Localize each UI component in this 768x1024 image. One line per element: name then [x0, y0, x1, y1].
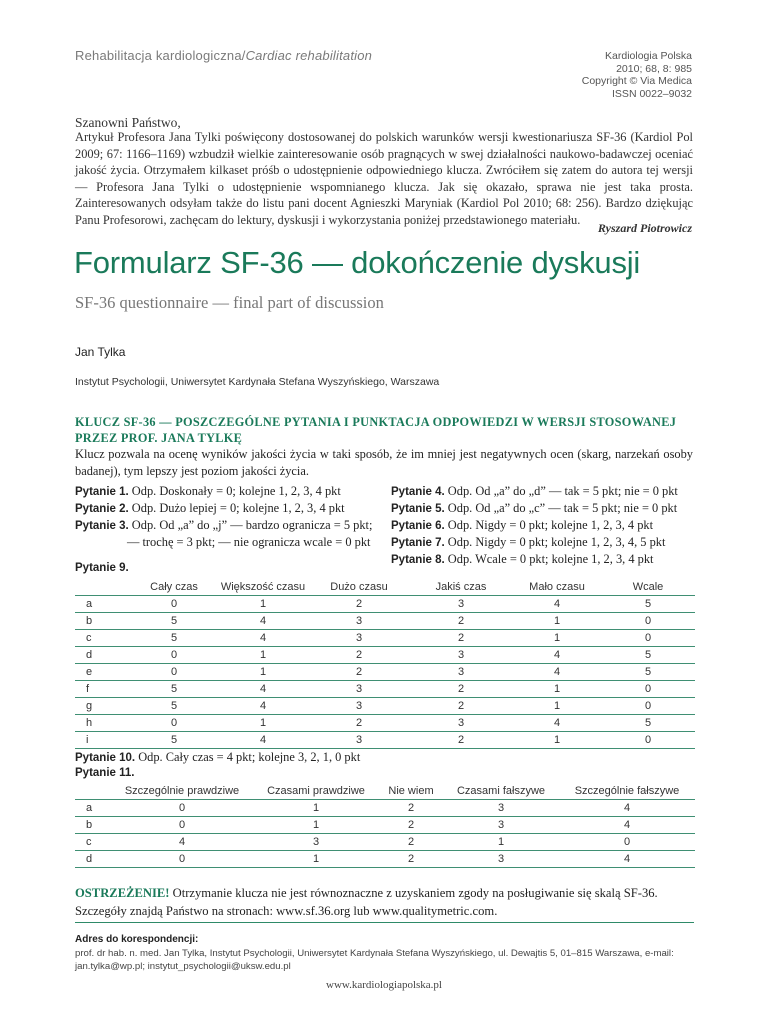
table-cell: 0	[111, 800, 253, 817]
table-cell: 5	[131, 732, 217, 749]
warning-text: Otrzymanie klucza nie jest równoznaczne z uzyskaniem zgody na posługiwanie się skalą SF-36. Szczegóły znajdą Państwo na stronach: www.sf.36.org lub www.qualitymetric.com.	[75, 886, 658, 918]
table-cell: 3	[309, 681, 409, 698]
question-label: Pytanie 4.	[391, 486, 445, 498]
article-title: Formularz SF-36 — dokończenie dyskusji	[74, 245, 641, 280]
table-cell: 5	[601, 715, 695, 732]
table-cell: 3	[409, 596, 513, 613]
warning-note	[75, 884, 695, 920]
table-cell: 0	[131, 664, 217, 681]
question-text: Odp. Nigdy = 0 pkt; kolejne 1, 2, 3, 4 pkt	[444, 518, 654, 532]
table-cell: 3	[309, 630, 409, 647]
question-text: Odp. Doskonały = 0; kolejne 1, 2, 3, 4 pkt	[128, 484, 341, 498]
column-header: Wcale	[601, 578, 695, 596]
correspondence-title: Adres do korespondencji:	[75, 934, 199, 945]
question-line	[75, 483, 372, 500]
table-row	[75, 800, 695, 817]
table-cell: 5	[131, 681, 217, 698]
question-text: Odp. Cały czas = 4 pkt; kolejne 3, 2, 1, 0 pkt	[135, 750, 361, 764]
row-label: d	[75, 851, 111, 868]
question-line	[75, 517, 372, 534]
row-label: h	[75, 715, 131, 732]
table-cell: 1	[513, 613, 601, 630]
questions-left-column	[75, 483, 372, 550]
table-cell: 2	[309, 596, 409, 613]
table-row	[75, 681, 695, 698]
table-cell: 2	[379, 800, 443, 817]
editor-note-text: Artykuł Profesora Jana Tylki poświęcony dostosowanej do polskich warunków wersji kwestionariusza SF-36 (Kardiol Pol 2009; 67: 1166–1169) wzbudził wielkie zainteresowanie osób pragnących w swej działalności naukowo-badawczej oceniać jakość życia. Otrzymałem kilkaset próśb o udostępnienie odpowiedniego klucza. Zwróciłem się zatem do autora tej wersji — Profesora Jana Tylki o udostępnienie wspomnianego klucza. Jak się okazało, sprawa nie jest taka prosta. Zainteresowanych odsyłam także do listu pani docent Agnieszki Maryniak (Kardiol Pol 2010; 68: 256). Bardzo dziękując Panu Profesorowi, zachęcam do lektury, dyskusji i wykorzystania poniżej przedstawionego materiału.	[75, 130, 693, 227]
editor-greeting: Szanowni Państwo,	[75, 115, 181, 130]
table-cell: 0	[559, 834, 695, 851]
table-cell: 1	[217, 596, 309, 613]
table-cell: 2	[409, 613, 513, 630]
table-cell: 0	[111, 817, 253, 834]
column-header: Szczególnie fałszywe	[559, 782, 695, 800]
row-label: d	[75, 647, 131, 664]
table-cell: 2	[379, 817, 443, 834]
table-cell: 0	[131, 596, 217, 613]
table-cell: 3	[443, 851, 559, 868]
table-cell: 4	[513, 596, 601, 613]
section-title-pl: Rehabilitacja kardiologiczna/	[75, 48, 246, 63]
table-cell: 0	[601, 630, 695, 647]
table-cell: 2	[309, 715, 409, 732]
citation: 2010; 68, 8: 985	[616, 62, 692, 75]
column-header: Jakiś czas	[409, 578, 513, 596]
column-header: Mało czasu	[513, 578, 601, 596]
table-cell: 4	[217, 732, 309, 749]
table-row	[75, 851, 695, 868]
table-cell: 3	[253, 834, 379, 851]
table-row	[75, 732, 695, 749]
table-cell: 2	[309, 664, 409, 681]
question-label: Pytanie 10.	[75, 752, 136, 764]
author-name: Jan Tylka	[75, 345, 126, 359]
table-row	[75, 630, 695, 647]
question-label: Pytanie 5.	[391, 503, 445, 515]
correspondence-address: prof. dr hab. n. med. Jan Tylka, Instytut Psychologii, Uniwersytet Kardynała Stefana Wyszyńskiego, ul. Dewajtis 5, 01–815 Warszawa, e-mail: jan.tylka@wp.pl; instytut_psychologii@uksw.edu.pl	[75, 948, 674, 972]
intro-paragraph: Klucz pozwala na ocenę wyników jakości życia w taki sposób, że im mniej jest negatywnych ocen (skarg, narzekań osoby badanej), tym lepszy jest poziom jakości życia.	[75, 447, 693, 478]
table-row	[75, 834, 695, 851]
question-text: Odp. Od „a” do „c” — tak = 5 pkt; nie = 0 pkt	[444, 501, 678, 515]
table-cell: 0	[601, 681, 695, 698]
table-cell: 1	[253, 851, 379, 868]
question-line	[391, 500, 678, 517]
row-label: b	[75, 817, 111, 834]
table-row	[75, 715, 695, 732]
table-cell: 3	[309, 732, 409, 749]
row-label: c	[75, 834, 111, 851]
table-cell: 4	[513, 715, 601, 732]
issn: ISSN 0022–9032	[612, 87, 692, 100]
table-row	[75, 647, 695, 664]
table-cell: 0	[131, 647, 217, 664]
table-cell: 4	[217, 613, 309, 630]
column-header	[75, 578, 131, 596]
table-header-row	[75, 578, 695, 596]
author-affiliation: Instytut Psychologii, Uniwersytet Kardynała Stefana Wyszyńskiego, Warszawa	[75, 376, 440, 388]
table-cell: 4	[111, 834, 253, 851]
footer-divider	[75, 922, 694, 923]
table-cell: 3	[409, 647, 513, 664]
table-cell: 3	[409, 664, 513, 681]
question-text: Odp. Wcale = 0 pkt; kolejne 1, 2, 3, 4 pkt	[444, 552, 654, 566]
table-cell: 1	[253, 817, 379, 834]
table-cell: 4	[217, 681, 309, 698]
table-cell: 1	[217, 647, 309, 664]
question-9-label: Pytanie 9.	[75, 562, 129, 574]
column-header: Czasami fałszywe	[443, 782, 559, 800]
table-cell: 3	[443, 817, 559, 834]
question-10-line	[75, 750, 360, 765]
table-cell: 1	[253, 800, 379, 817]
warning-label: OSTRZEŻENIE!	[75, 886, 170, 900]
table-cell: 3	[409, 715, 513, 732]
row-label: b	[75, 613, 131, 630]
table-cell: 2	[379, 851, 443, 868]
table-cell: 4	[217, 630, 309, 647]
table-cell: 1	[513, 681, 601, 698]
table-cell: 2	[409, 630, 513, 647]
editor-signature: Ryszard Piotrowicz	[597, 221, 692, 235]
column-header: Czasami prawdziwe	[253, 782, 379, 800]
table-header-row	[75, 782, 695, 800]
question-label: Pytanie 7.	[391, 537, 445, 549]
table-cell: 3	[309, 698, 409, 715]
journal-info	[582, 50, 692, 100]
question-label: Pytanie 2.	[75, 503, 129, 515]
table-cell: 5	[601, 664, 695, 681]
row-label: c	[75, 630, 131, 647]
question-9-table	[75, 578, 695, 749]
table-cell: 4	[513, 647, 601, 664]
table-cell: 1	[513, 630, 601, 647]
table-cell: 2	[409, 698, 513, 715]
table-cell: 4	[559, 817, 695, 834]
question-11-label: Pytanie 11.	[75, 767, 135, 779]
question-line	[391, 517, 678, 534]
question-line	[391, 551, 678, 568]
column-header: Dużo czasu	[309, 578, 409, 596]
table-cell: 1	[217, 664, 309, 681]
table-row	[75, 817, 695, 834]
table-cell: 5	[131, 613, 217, 630]
column-header: Nie wiem	[379, 782, 443, 800]
question-text: — trochę = 3 pkt; — nie ogranicza wcale = 0 pkt	[127, 535, 371, 549]
table-cell: 0	[131, 715, 217, 732]
table-cell: 5	[131, 698, 217, 715]
table-cell: 1	[217, 715, 309, 732]
table-cell: 4	[559, 800, 695, 817]
table-cell: 1	[513, 698, 601, 715]
article-subtitle: SF-36 questionnaire — final part of discussion	[75, 293, 384, 312]
copyright: Copyright © Via Medica	[581, 75, 692, 87]
table-cell: 1	[513, 732, 601, 749]
table-cell: 1	[443, 834, 559, 851]
table-cell: 2	[379, 834, 443, 851]
table-row	[75, 596, 695, 613]
table-cell: 5	[601, 647, 695, 664]
table-row	[75, 613, 695, 630]
table-cell: 0	[111, 851, 253, 868]
question-line	[75, 534, 372, 550]
table-cell: 2	[309, 647, 409, 664]
question-11-table	[75, 782, 695, 868]
table-cell: 4	[559, 851, 695, 868]
table-cell: 2	[409, 732, 513, 749]
question-line	[75, 500, 372, 517]
column-header: Cały czas	[131, 578, 217, 596]
column-header	[75, 782, 111, 800]
table-cell: 2	[409, 681, 513, 698]
question-label: Pytanie 6.	[391, 520, 445, 532]
question-label: Pytanie 8.	[391, 554, 445, 566]
table-cell: 0	[601, 698, 695, 715]
section-title-en: Cardiac rehabilitation	[245, 48, 373, 63]
row-label: f	[75, 681, 131, 698]
question-label: Pytanie 1.	[75, 486, 129, 498]
table-cell: 3	[443, 800, 559, 817]
section-heading: KLUCZ SF-36 — POSZCZEGÓLNE PYTANIA I PUNKTACJA ODPOWIEDZI W WERSJI STOSOWANEJ PRZEZ PROF. JANA TYLKĘ	[75, 415, 677, 445]
question-text: Odp. Od „a” do „d” — tak = 5 pkt; nie = 0 pkt	[444, 484, 678, 498]
table-row	[75, 664, 695, 681]
journal-name: Kardiologia Polska	[605, 50, 692, 62]
table-cell: 5	[131, 630, 217, 647]
row-label: a	[75, 596, 131, 613]
questions-right-column	[391, 483, 678, 568]
row-label: g	[75, 698, 131, 715]
column-header: Większość czasu	[217, 578, 309, 596]
table-cell: 4	[513, 664, 601, 681]
table-row	[75, 698, 695, 715]
column-header: Szczególnie prawdziwe	[111, 782, 253, 800]
table-cell: 0	[601, 732, 695, 749]
question-line	[391, 534, 678, 551]
question-label: Pytanie 3.	[75, 520, 129, 532]
journal-website: www.kardiologiapolska.pl	[326, 979, 442, 991]
table-cell: 4	[217, 698, 309, 715]
question-text: Odp. Od „a” do „j” — bardzo ogranicza = 5 pkt;	[128, 518, 373, 532]
table-cell: 0	[601, 613, 695, 630]
running-header-section	[75, 48, 372, 63]
table-cell: 3	[309, 613, 409, 630]
question-line	[391, 483, 678, 500]
row-label: a	[75, 800, 111, 817]
question-text: Odp. Nigdy = 0 pkt; kolejne 1, 2, 3, 4, 5 pkt	[444, 535, 666, 549]
question-text: Odp. Dużo lepiej = 0; kolejne 1, 2, 3, 4 pkt	[128, 501, 345, 515]
row-label: e	[75, 664, 131, 681]
row-label: i	[75, 732, 131, 749]
table-cell: 5	[601, 596, 695, 613]
